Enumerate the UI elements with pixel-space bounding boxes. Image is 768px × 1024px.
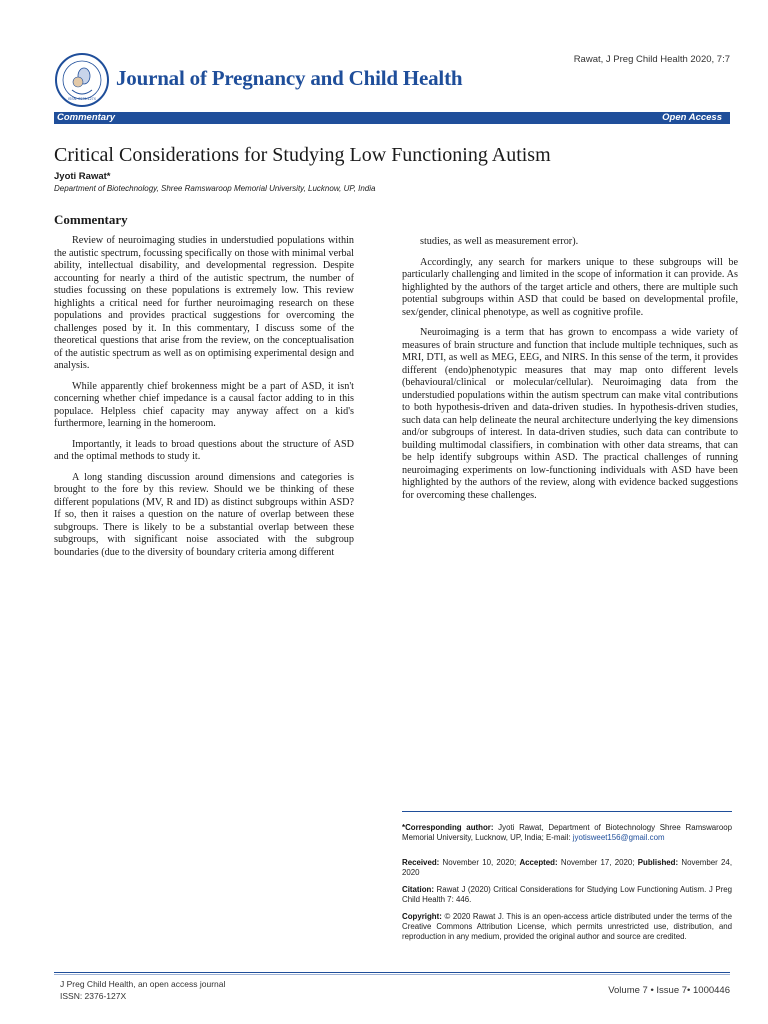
info-divider	[402, 811, 732, 812]
citation-block	[402, 885, 732, 905]
received-label: Received:	[402, 858, 440, 867]
published-label: Published:	[637, 858, 679, 867]
paragraph: Neuroimaging is a term that has grown to encompass a wide variety of measures of brain structure and function that include multiple techniques, such as MRI, DTI, as well as MEG, EEG, and NIRS. In this sense of the term, it provides different (endo)phenotypic measures that may map onto different levels (behavioural/clinical or molecular/cellular). Neuroimaging data from the understudied populations within the autism spectrum can make vital contributions to both hypothesis-driven and data-driven studies. In hypothesis-driven studies, such data can help delineate the neural architecture underlying the key dimensions and/or subgroups of interest. In data-driven studies, such data can contribute to building multimodal classifiers, in combination with other data streams, that can be help identify subgroups within ASD. The practical challenges of running neuroimaging experiments on low-functioning individuals with ASD have been highlighted by the authors of the review, along with evidence backed suggestions for overcoming these challenges.	[402, 327, 738, 501]
article-author: Jyoti Rawat*	[54, 171, 111, 182]
corr-label: *Corresponding author:	[402, 823, 494, 832]
paragraph: A long standing discussion around dimensions and categories is brought to the fore by this review. Should we be thinking of these different populations (MV, R and ID) as distinct subgroups within ASD? If so, then it raises a question on the nature of overlap between these subgroups. There is likely to be a substantial overlap between these subgroups, with significant noise associated with the subgroup boundaries (due to the diversity of boundary criteria among different	[54, 471, 354, 558]
section-heading: Commentary	[54, 212, 128, 227]
article-type-label: Commentary	[57, 112, 116, 123]
body-column-left	[54, 235, 354, 567]
footer-divider-thin	[54, 974, 730, 975]
footer-journal-info	[60, 978, 225, 1002]
paragraph: Accordingly, any search for markers unique to these subgroups will be particularly challenging and limited in the scope of information it can provide. As highlighted by the authors of the target article and others, there are multiple such potential subgroups within ASD that could be based on developmental profile, sex/gender, clinical phenotype, as well as cognitive profile.	[402, 256, 738, 318]
article-type-band	[54, 112, 730, 124]
corresponding-author	[402, 823, 732, 843]
open-access-label: Open Access	[662, 112, 722, 123]
copyright-text: © 2020 Rawat J. This is an open-access article distributed under the terms of the Creative Commons Attribution License, which permits unrestricted use, distribution, and reproduction in any medium, provided the original author and source are credited.	[402, 912, 732, 941]
copyright-label: Copyright:	[402, 912, 442, 921]
paragraph: While apparently chief brokenness might be a part of ASD, it isn't concerning whether chief impedance is a causal factor adding to in this populace. Helpless chief capacity may anyway affect on a kid's furthermore, learning in the homeroom.	[54, 380, 354, 429]
journal-title: Journal of Pregnancy and Child Health	[116, 66, 463, 90]
received-date: November 10, 2020;	[442, 858, 517, 867]
citation-label: Citation:	[402, 885, 434, 894]
article-title: Critical Considerations for Studying Low Functioning Autism	[54, 144, 551, 166]
corr-email-link[interactable]: jyotisweet156@gmail.com	[572, 833, 665, 842]
accepted-date: November 17, 2020;	[560, 858, 635, 867]
footer-issn: ISSN: 2376-127X	[60, 991, 127, 1001]
paragraph: Importantly, it leads to broad questions about the structure of ASD and the optimal methods to study it.	[54, 438, 354, 462]
dates-block	[402, 858, 732, 878]
copyright-block	[402, 912, 732, 942]
header-citation: Rawat, J Preg Child Health 2020, 7:7	[573, 54, 730, 65]
accepted-label: Accepted:	[519, 858, 558, 867]
paragraph: studies, as well as measurement error).	[420, 236, 579, 247]
paragraph: Review of neuroimaging studies in understudied populations within the autistic spectrum, focussing specifically on those with minimal verbal ability, intellectual disability, and developmental regression. Despite accounting for nearly a third of the autistic spectrum, the number of studies focussing on these populations is extremely low. This review highlights a critical need for further neuroimaging research on these populations and provides practical suggestions for overcoming the challenges posed by it. In this commentary, I discuss some of the theoretical questions that arise from the review, on the conceptualisation of the autistic spectrum as well as on optimising experimental design and analysis.	[54, 235, 354, 371]
journal-logo-icon	[54, 52, 110, 108]
footer-volume: Volume 7 • Issue 7• 1000446	[608, 985, 730, 996]
corr-text: Jyoti Rawat, Department of Biotechnology Shree Ramswaroop Memorial University, Lucknow, UP, India; E-mail:	[402, 823, 732, 842]
author-affiliation: Department of Biotechnology, Shree Ramswaroop Memorial University, Lucknow, UP, India	[54, 184, 376, 193]
body-column-right	[402, 236, 738, 510]
logo-issn: ISSN: 2376-127X	[68, 97, 96, 101]
published-date: November 24, 2020	[402, 858, 733, 877]
citation-text: Rawat J (2020) Critical Considerations for Studying Low Functioning Autism. J Preg Child Health 7: 446.	[402, 885, 732, 904]
footer-divider	[54, 972, 730, 973]
footer-journal-line: J Preg Child Health, an open access journal	[60, 979, 226, 989]
